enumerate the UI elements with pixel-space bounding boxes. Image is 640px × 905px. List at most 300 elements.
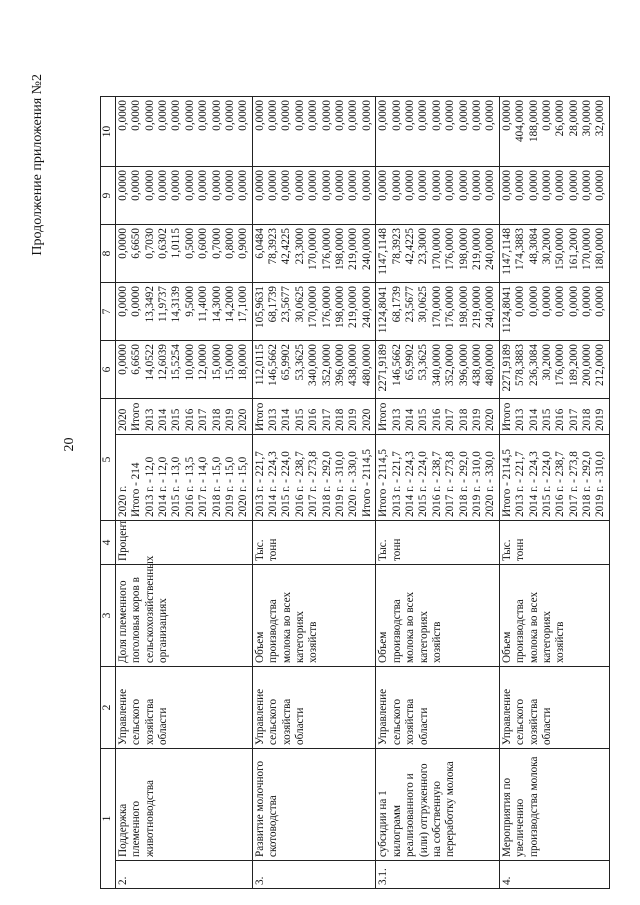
cell-line: Итого - 2114,5	[377, 449, 390, 517]
cell-line: 578,3883	[514, 344, 527, 386]
cell-line: 198,0000	[457, 228, 470, 270]
cell-line: 150,0000	[554, 228, 567, 270]
cell-line: 0,0000	[581, 170, 594, 201]
cell-line: 170,0000	[581, 228, 594, 270]
cell-line: 0,0000	[197, 100, 210, 131]
target-indicator: Объем производства молока во всех категориях хозяйств	[499, 565, 609, 667]
target-indicator: Объем производства молока во всех категориях хозяйств	[252, 565, 376, 667]
year-list	[115, 399, 252, 435]
cell-line: 0,0000	[116, 286, 129, 317]
cell-line: 0,0000	[237, 100, 250, 131]
cell-line: 0,0000	[417, 170, 430, 201]
cell-line: 13,3492	[143, 286, 156, 323]
cell-line: 65,9902	[404, 344, 416, 381]
cell-line: 404,0000	[514, 100, 527, 142]
cell-line: 146,5662	[267, 344, 280, 386]
table-row	[115, 97, 252, 889]
cell-line: 2014	[280, 408, 293, 431]
cell-line: 176,0000	[554, 344, 567, 386]
cell-line: 2013 г. - 221,7	[253, 451, 266, 517]
cell-line: 2014	[156, 408, 169, 431]
cell-line: 0,0000	[116, 170, 129, 201]
cell-line: 2014 г. - 224,3	[527, 451, 540, 517]
federal-funding	[252, 283, 376, 341]
cell-line: Итого - 2114,5	[500, 449, 513, 517]
cell-line: 12,0000	[197, 344, 210, 381]
cell-line: 2020 г.	[116, 485, 129, 517]
cell-line: 2014	[404, 408, 416, 431]
cell-line: 0,0000	[143, 100, 156, 131]
cell-line: 2015 г. - 224,0	[417, 451, 430, 517]
cell-line: 0,0000	[470, 100, 483, 131]
unit-of-measure: Тыс. тонн	[499, 521, 609, 565]
indicator-values	[115, 435, 252, 521]
cell-line: 78,3923	[390, 228, 403, 265]
cell-line: 11,4000	[197, 286, 210, 322]
cell-line: 2017 г. - 14,0	[197, 456, 210, 517]
cell-line: 0,0000	[320, 100, 333, 131]
cell-line: 0,0000	[253, 170, 266, 201]
cell-line: 0,0000	[514, 286, 527, 317]
cell-line: 0,0000	[514, 170, 527, 201]
cell-line: 0,0000	[377, 170, 390, 201]
cell-line: 2014 г. - 224,3	[404, 451, 416, 517]
indicator-values	[376, 435, 500, 521]
cell-line: 176,0000	[444, 228, 457, 270]
cell-line: 2018 г. - 292,0	[457, 451, 470, 517]
cell-line: 2019	[594, 408, 607, 431]
cell-line: 2020 г. - 330,0	[484, 451, 497, 517]
cell-line: 0,0000	[116, 228, 129, 259]
cell-line: 30,0625	[417, 286, 430, 323]
cell-line: 1147,1148	[377, 228, 390, 275]
continuation-title: Продолжение приложения №2	[30, 74, 45, 256]
cell-line: 396,0000	[334, 344, 347, 386]
cell-line: 0,0000	[183, 100, 196, 131]
local-funding	[376, 167, 500, 225]
cell-line: 2016 г. - 238,7	[554, 451, 567, 517]
header-col-4: 4	[101, 521, 116, 565]
cell-line: 2020	[116, 408, 129, 431]
cell-line: 0,0000	[540, 286, 553, 317]
cell-line: 170,0000	[307, 286, 320, 328]
cell-line: 10,0000	[183, 344, 196, 381]
cell-line: 23,3000	[293, 228, 306, 265]
cell-line: 0,0000	[197, 170, 210, 201]
regional-funding	[115, 225, 252, 283]
cell-line: 198,0000	[457, 286, 470, 328]
header-col-2: 2	[101, 667, 116, 749]
local-funding	[252, 167, 376, 225]
cell-line: 2019	[347, 408, 360, 431]
cell-line: 2015 г. - 224,0	[540, 451, 553, 517]
cell-line: 0,9000	[237, 228, 250, 259]
cell-line: 0,0000	[417, 100, 430, 131]
cell-line: 219,0000	[347, 286, 360, 328]
cell-line: 2019 г. - 310,0	[470, 451, 483, 517]
cell-line: 0,0000	[581, 286, 594, 317]
cell-line: 0,0000	[554, 286, 567, 317]
cell-line: 1147,1148	[500, 228, 513, 275]
cell-line: 6,6650	[130, 344, 143, 375]
cell-line: 0,0000	[237, 170, 250, 201]
row-number: 2.	[115, 861, 252, 889]
measure-name: субсидии на 1 килограмм реализованного и (или) отгруженного на собственную переработку молока	[376, 749, 500, 861]
cell-line: Итого - 214	[130, 462, 143, 517]
cell-line: 0,0000	[307, 170, 320, 201]
responsible-executor: Управление сельского хозяйства области	[252, 667, 376, 749]
cell-line: 105,9631	[253, 286, 266, 328]
cell-line: 9,5000	[183, 286, 196, 317]
local-funding	[499, 167, 609, 225]
cell-line: 0,6302	[156, 228, 169, 259]
cell-line: 65,9902	[280, 344, 293, 381]
cell-line: 0,8000	[223, 228, 236, 259]
cell-line: 0,0000	[567, 170, 580, 201]
cell-line: 480,0000	[484, 344, 497, 386]
cell-line: 30,2000	[540, 228, 553, 265]
cell-line: 2016	[307, 408, 320, 431]
cell-line: 15,0000	[210, 344, 223, 381]
regional-funding	[499, 225, 609, 283]
cell-line: 2018	[581, 408, 594, 431]
cell-line: 170,0000	[430, 286, 443, 328]
cell-line: 2016	[554, 408, 567, 431]
cell-line: 2015 г. - 13,0	[170, 456, 183, 517]
cell-line: 0,7000	[210, 228, 223, 259]
cell-line: 2020	[360, 408, 373, 431]
cell-line: 2014	[527, 408, 540, 431]
cell-line: 26,0000	[554, 100, 567, 137]
cell-line: 23,5677	[404, 286, 416, 323]
cell-line: 0,0000	[293, 100, 306, 131]
regional-funding	[252, 225, 376, 283]
cell-line: 68,1739	[267, 286, 280, 323]
cell-line: 2013 г. - 12,0	[143, 456, 156, 517]
unit-of-measure: Тыс. тонн	[376, 521, 500, 565]
cell-line: 48,3084	[527, 228, 540, 265]
cell-line: 0,0000	[404, 170, 416, 201]
cell-line: 0,0000	[267, 100, 280, 131]
total-funding	[115, 341, 252, 399]
cell-line: 2018 г. - 292,0	[320, 451, 333, 517]
cell-line: 2016	[430, 408, 443, 431]
cell-line: 0,0000	[210, 170, 223, 201]
cell-line: 2014 г. - 12,0	[156, 456, 169, 517]
cell-line: 78,3923	[267, 228, 280, 265]
header-col-6: 6	[101, 341, 116, 399]
cell-line: 0,0000	[527, 286, 540, 317]
cell-line: 0,0000	[360, 100, 373, 131]
cell-line: 340,0000	[307, 344, 320, 386]
cell-line: 14,3139	[170, 286, 183, 323]
cell-line: 2015	[170, 408, 183, 431]
row-number: 4.	[499, 861, 609, 889]
cell-line: 30,2000	[540, 344, 553, 381]
cell-line: 0,0000	[116, 344, 129, 375]
cell-line: 30,0000	[581, 100, 594, 137]
cell-line: 161,2000	[567, 228, 580, 270]
cell-line: 0,0000	[223, 170, 236, 201]
cell-line: 2013	[514, 408, 527, 431]
row-number: 3.1.	[376, 861, 500, 889]
cell-line: 0,0000	[170, 170, 183, 201]
cell-line: 2017	[444, 408, 457, 431]
cell-line: 2020	[237, 408, 250, 431]
responsible-executor: Управление сельского хозяйства области	[376, 667, 500, 749]
indicator-values	[499, 435, 609, 521]
cell-line: 480,0000	[360, 344, 373, 386]
measure-name: Мероприятия по увеличению производства молока	[499, 749, 609, 861]
cell-line: 0,0000	[334, 170, 347, 201]
header-col-5: 5	[101, 399, 116, 521]
cell-line: 53,3625	[417, 344, 430, 381]
cell-line: 15,5254	[170, 344, 183, 381]
cell-line: 212,0000	[594, 344, 607, 386]
cell-line: 0,0000	[280, 100, 293, 131]
cell-line: 15,0000	[223, 344, 236, 381]
cell-line: 2017 г. - 273,8	[567, 451, 580, 517]
cell-line: 2017	[197, 408, 210, 431]
cell-line: 0,0000	[156, 170, 169, 201]
cell-line: 0,0000	[554, 170, 567, 201]
cell-line: 2017	[567, 408, 580, 431]
cell-line: 2020 г. - 330,0	[347, 451, 360, 517]
cell-line: 0,0000	[130, 286, 143, 317]
cell-line: 219,0000	[347, 228, 360, 270]
cell-line: 2015 г. - 224,0	[280, 451, 293, 517]
cell-line: 0,0000	[484, 170, 497, 201]
cell-line: 176,0000	[444, 286, 457, 328]
cell-line: 2019	[223, 408, 236, 431]
header-col-10: 10	[101, 97, 116, 167]
other-funding	[376, 97, 500, 167]
cell-line: 2015	[417, 408, 430, 431]
header-row	[101, 97, 116, 889]
cell-line: 0,5000	[183, 228, 196, 259]
cell-line: 0,0000	[444, 170, 457, 201]
cell-line: 2016	[183, 408, 196, 431]
cell-line: 219,0000	[470, 228, 483, 270]
cell-line: 2271,9189	[500, 344, 513, 392]
cell-line: 42,4225	[280, 228, 293, 265]
cell-line: 0,0000	[223, 100, 236, 131]
cell-line: 0,0000	[334, 100, 347, 131]
table-row	[252, 97, 376, 889]
cell-line: 23,5677	[280, 286, 293, 323]
cell-line: 174,3883	[514, 228, 527, 270]
year-list	[499, 399, 609, 435]
target-indicator: Объем производства молока во всех категориях хозяйств	[376, 565, 500, 667]
cell-line: 1124,8041	[377, 286, 390, 334]
total-funding	[376, 341, 500, 399]
cell-line: 2017 г. - 273,8	[307, 451, 320, 517]
cell-line: 0,0000	[567, 286, 580, 317]
target-indicator: Доля племенного поголовья коров в сельскохозяйственных организациях	[115, 565, 252, 667]
cell-line: 2019 г. - 310,0	[594, 451, 607, 517]
header-col-8: 8	[101, 225, 116, 283]
cell-line: 0,0000	[280, 170, 293, 201]
cell-line: 180,0000	[594, 228, 607, 270]
cell-line: 12,6039	[156, 344, 169, 381]
cell-line: 0,0000	[130, 170, 143, 201]
header-col-9: 9	[101, 167, 116, 225]
cell-line: 236,3084	[527, 344, 540, 386]
cell-line: 0,0000	[457, 100, 470, 131]
cell-line: 0,0000	[500, 170, 513, 201]
cell-line: 0,0000	[377, 100, 390, 131]
unit-of-measure: Процент	[115, 521, 252, 565]
cell-line: 340,0000	[430, 344, 443, 386]
cell-line: 6,0484	[253, 228, 266, 259]
cell-line: 0,0000	[430, 100, 443, 131]
cell-line: 240,0000	[484, 286, 497, 328]
cell-line: 1124,8041	[500, 286, 513, 334]
cell-line: Итого	[500, 402, 513, 431]
indicator-values	[252, 435, 376, 521]
table-row	[499, 97, 609, 889]
cell-line: 0,0000	[594, 286, 607, 317]
cell-line: 438,0000	[347, 344, 360, 386]
federal-funding	[115, 283, 252, 341]
cell-line: 219,0000	[470, 286, 483, 328]
cell-line: 68,1739	[390, 286, 403, 323]
cell-line: 14,2000	[223, 286, 236, 323]
cell-line: 176,0000	[320, 228, 333, 270]
cell-line: 2013	[143, 408, 156, 431]
unit-of-measure: Тыс. тонн	[252, 521, 376, 565]
cell-line: 2013 г. - 221,7	[514, 451, 527, 517]
cell-line: 198,0000	[334, 286, 347, 328]
cell-line: 0,0000	[540, 100, 553, 131]
year-list	[252, 399, 376, 435]
cell-line: 0,0000	[320, 170, 333, 201]
cell-line: Итого - 2114,5	[360, 449, 373, 517]
responsible-executor: Управление сельского хозяйства области	[115, 667, 252, 749]
table-body	[115, 97, 609, 889]
cell-line: 0,0000	[210, 100, 223, 131]
cell-line: 0,0000	[430, 170, 443, 201]
cell-line: 240,0000	[360, 286, 373, 328]
cell-line: 2271,9189	[377, 344, 390, 392]
cell-line: 0,0000	[470, 170, 483, 201]
federal-funding	[499, 283, 609, 341]
table-row	[376, 97, 500, 889]
cell-line: 146,5662	[390, 344, 403, 386]
cell-line: 0,0000	[360, 170, 373, 201]
cell-line: 6,6650	[130, 228, 143, 259]
other-funding	[499, 97, 609, 167]
cell-line: 0,0000	[143, 170, 156, 201]
cell-line: 0,0000	[540, 170, 553, 201]
cell-line: 0,0000	[390, 100, 403, 131]
cell-line: 240,0000	[484, 228, 497, 270]
cell-line: 0,0000	[293, 170, 306, 201]
cell-line: 0,0000	[457, 170, 470, 201]
cell-line: 0,0000	[347, 100, 360, 131]
cell-line: 2018 г. - 15,0	[210, 456, 223, 517]
cell-line: 352,0000	[320, 344, 333, 386]
total-funding	[252, 341, 376, 399]
cell-line: 2019 г. - 15,0	[223, 456, 236, 517]
cell-line: 0,0000	[183, 170, 196, 201]
cell-line: 2014 г. - 224,3	[267, 451, 280, 517]
cell-line: 53,3625	[293, 344, 306, 381]
cell-line: 0,0000	[347, 170, 360, 201]
cell-line: 0,0000	[484, 100, 497, 131]
page-number: 20	[62, 437, 77, 452]
cell-line: 23,3000	[417, 228, 430, 265]
cell-line: 2016 г. - 238,7	[430, 451, 443, 517]
cell-line: 0,0000	[156, 100, 169, 131]
cell-line: 0,0000	[527, 170, 540, 201]
row-number: 3.	[252, 861, 376, 889]
cell-line: 2018 г. - 292,0	[581, 451, 594, 517]
header-col-7: 7	[101, 283, 116, 341]
cell-line: 200,0000	[581, 344, 594, 386]
cell-line: 240,0000	[360, 228, 373, 270]
cell-line: 32,0000	[594, 100, 607, 137]
cell-line: 170,0000	[430, 228, 443, 270]
cell-line: 2016 г. - 13,5	[183, 456, 196, 517]
cell-line: 2015	[540, 408, 553, 431]
cell-line: 0,0000	[116, 100, 129, 131]
cell-line: 2019	[470, 408, 483, 431]
other-funding	[252, 97, 376, 167]
cell-line: 2017	[320, 408, 333, 431]
cell-line: 396,0000	[457, 344, 470, 386]
year-list	[376, 399, 500, 435]
cell-line: 2019 г. - 310,0	[334, 451, 347, 517]
cell-line: 2015	[293, 408, 306, 431]
cell-line: 2013	[267, 408, 280, 431]
cell-line: 0,0000	[253, 100, 266, 131]
cell-line: 0,0000	[390, 170, 403, 201]
other-funding	[115, 97, 252, 167]
cell-line: 2018	[210, 408, 223, 431]
cell-line: 198,0000	[334, 228, 347, 270]
cell-line: 2018	[334, 408, 347, 431]
program-table	[100, 96, 610, 889]
cell-line: 0,0000	[170, 100, 183, 131]
cell-line: 0,0000	[130, 100, 143, 131]
header-col-3: 3	[101, 565, 116, 667]
cell-line: 112,0115	[253, 344, 266, 386]
cell-line: 42,4225	[404, 228, 416, 265]
measure-name: Поддержка племенного животноводства	[115, 749, 252, 861]
cell-line: 438,0000	[470, 344, 483, 386]
cell-line: 30,0625	[293, 286, 306, 323]
cell-line: 176,0000	[320, 286, 333, 328]
local-funding	[115, 167, 252, 225]
regional-funding	[376, 225, 500, 283]
cell-line: 0,0000	[444, 100, 457, 131]
cell-line: 2020	[484, 408, 497, 431]
cell-line: 352,0000	[444, 344, 457, 386]
cell-line: 14,0522	[143, 344, 156, 381]
cell-line: 14,3000	[210, 286, 223, 323]
cell-line: 2017 г. - 273,8	[444, 451, 457, 517]
cell-line: 0,7030	[143, 228, 156, 259]
cell-line: Итого	[253, 402, 266, 431]
measure-name: Развитие молочного скотоводства	[252, 749, 376, 861]
cell-line: 0,0000	[500, 100, 513, 131]
cell-line: Итого	[130, 402, 143, 431]
total-funding	[499, 341, 609, 399]
federal-funding	[376, 283, 500, 341]
cell-line: 11,9737	[156, 286, 169, 322]
cell-line: 28,0000	[567, 100, 580, 137]
